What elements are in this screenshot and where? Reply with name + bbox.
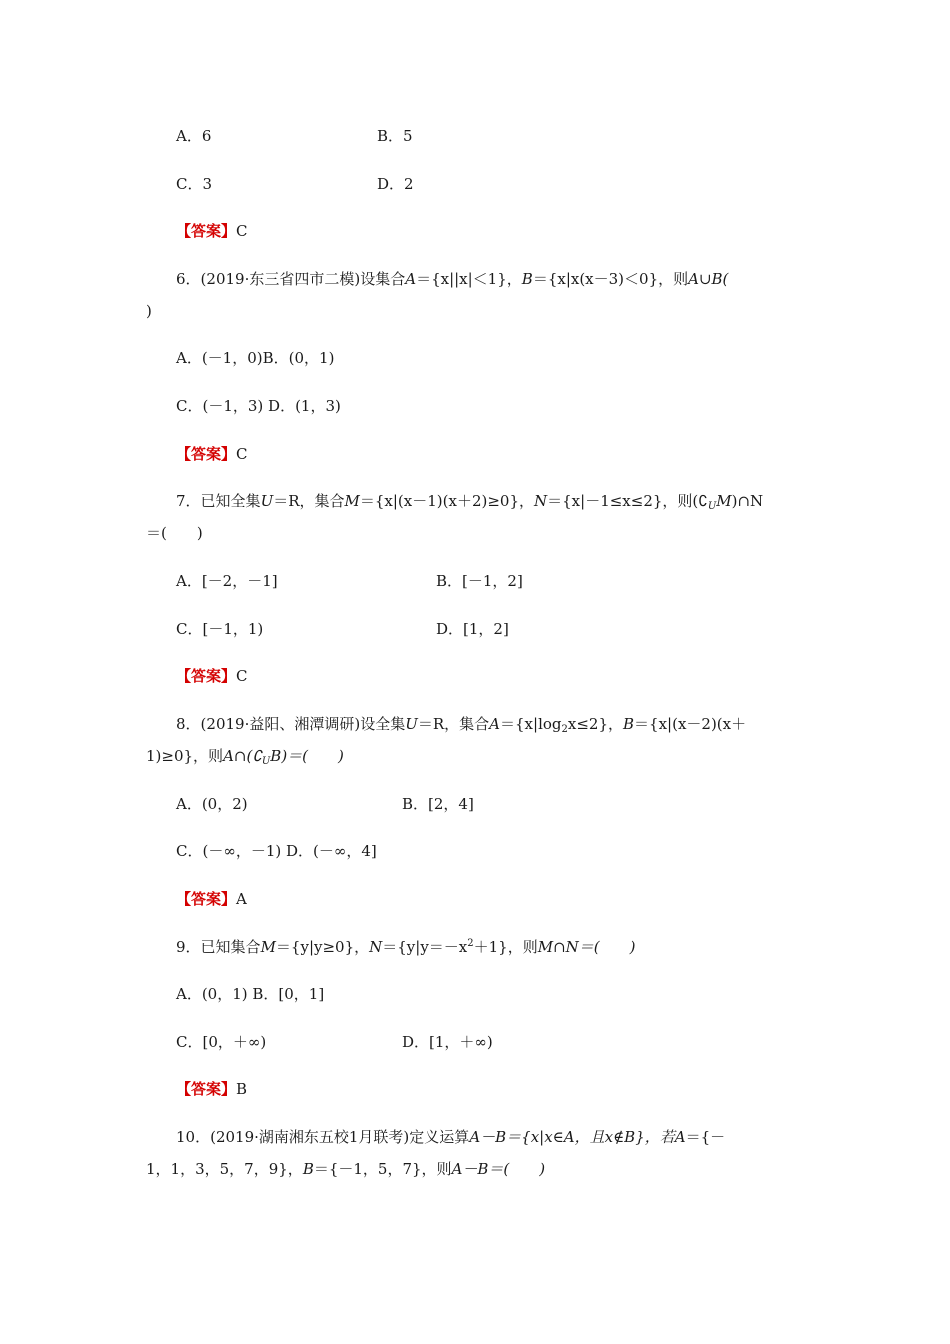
var-m-2: M [716, 492, 732, 510]
answer-value: C [236, 445, 248, 463]
q8-stem-line2 [146, 747, 344, 765]
stem-tail: M∩N＝( ) [537, 938, 636, 956]
set-b: ＝{x|x(x－3)＜0}，则 [532, 270, 689, 288]
var-b: B [302, 1160, 314, 1178]
q6-options-ab: A．(－1，0)B．(0，1) [176, 349, 335, 367]
var-n: N [534, 492, 548, 510]
q6-stem-line2: ) [146, 302, 152, 320]
question-number: 10． [176, 1128, 211, 1146]
question-number: 6． [176, 270, 201, 288]
answer-value: C [236, 667, 248, 685]
set-n: ＝{x|－1≤x≤2}，则(∁ [547, 492, 708, 510]
q8-answer [176, 890, 247, 908]
set-a-tail: x≤2}， [567, 715, 624, 733]
stem-text: 已知全集 [200, 492, 261, 510]
var-m: M [344, 492, 360, 510]
stem-text: 已知集合 [200, 938, 261, 956]
set-b: ＝{x|(x－2)(x＋ [634, 715, 747, 733]
stem-tail: )∩N [731, 492, 764, 510]
stem-text: 定义运算 [409, 1128, 470, 1146]
q8-options-cd: C．(－∞，－1) D．(－∞，4] [176, 842, 377, 860]
q7-answer [176, 667, 248, 685]
q5-option-c: C．3 [176, 175, 213, 193]
stem-text-2: ＝R，集合 [417, 715, 490, 733]
set-a: ＝{x||x|＜1}， [416, 270, 522, 288]
answer-tag: 【答案】 [176, 445, 237, 463]
q6-options-cd: C．(－1，3) D．(1，3) [176, 397, 341, 415]
stem-text-2: ＝R，集合 [273, 492, 345, 510]
set-n-tail: ＋1}，则 [473, 938, 538, 956]
q7-stem-line1 [176, 492, 763, 510]
question-number: 7． [176, 492, 201, 510]
stem-text: 设集合 [360, 270, 406, 288]
q9-options-ab: A．(0，1) B．[0，1] [176, 985, 325, 1003]
q8-option-a: A．(0，2) [176, 795, 248, 813]
q5-option-a: A．6 [176, 127, 212, 145]
q10-stem-line2 [146, 1160, 545, 1178]
q7-option-b: B．[－1，2] [436, 572, 523, 590]
log-base: 2 [561, 724, 568, 735]
q9-answer [176, 1080, 247, 1098]
answer-value: A [236, 890, 247, 908]
set-b-tail: 1)≥0}，则 [146, 747, 224, 765]
answer-tag: 【答案】 [176, 667, 237, 685]
var-b: B [623, 715, 635, 733]
var-m: M [260, 938, 276, 956]
definition: A－B＝{x|x∈A，且x∉B}，若 [469, 1128, 675, 1146]
q8-stem-line1 [176, 715, 746, 733]
answer-value: B [236, 1080, 248, 1098]
var-u: U [260, 492, 274, 510]
answer-tag: 【答案】 [176, 1080, 237, 1098]
set-a: ＝{x|log [500, 715, 562, 733]
stem-tail: B)＝( ) [270, 747, 344, 765]
var-a: A [674, 1128, 686, 1146]
q7-stem-line2: ＝( ) [146, 524, 203, 542]
question-source: (2019·湖南湘东五校1月联考) [210, 1128, 410, 1146]
var-b: B [521, 270, 533, 288]
answer-tag: 【答案】 [176, 890, 237, 908]
complement-subscript: U [707, 501, 717, 512]
stem-text: 设全集 [360, 715, 406, 733]
q9-option-d: D．[1，＋∞) [402, 1033, 493, 1051]
var-a: A [405, 270, 417, 288]
set-b: ＝{－1，5，7}，则 [313, 1160, 452, 1178]
complement-subscript: U [261, 756, 271, 767]
set-m: ＝{x|(x－1)(x＋2)≥0}， [359, 492, 535, 510]
q9-stem [176, 938, 636, 956]
set-m: ＝{y|y≥0}， [275, 938, 370, 956]
q7-option-d: D．[1，2] [436, 620, 509, 638]
q10-stem-line1 [176, 1128, 725, 1146]
var-n: N [369, 938, 383, 956]
q6-answer [176, 445, 248, 463]
set-a: ＝{－ [685, 1128, 726, 1146]
answer-value: C [236, 222, 248, 240]
var-a: A [489, 715, 501, 733]
question-number: 9． [176, 938, 201, 956]
set-a-tail: 1，1，3，5，7，9}， [146, 1160, 303, 1178]
q6-stem-line1 [176, 270, 728, 288]
answer-tag: 【答案】 [176, 222, 237, 240]
stem-tail: A－B＝( ) [451, 1160, 546, 1178]
question-number: 8． [176, 715, 201, 733]
intersection-expr: A∩(∁ [223, 747, 262, 765]
var-u: U [405, 715, 418, 733]
union-expr: A∪B( [688, 270, 729, 288]
q5-option-d: D．2 [377, 175, 414, 193]
q5-answer [176, 222, 248, 240]
question-source: (2019·益阳、湘潭调研) [200, 715, 361, 733]
q7-option-a: A．[－2，－1] [176, 572, 278, 590]
q9-option-c: C．[0，＋∞) [176, 1033, 267, 1051]
q8-option-b: B．[2，4] [402, 795, 474, 813]
q5-option-b: B．5 [377, 127, 413, 145]
set-n: ＝{y|y＝－x [382, 938, 468, 956]
exponent: 2 [467, 938, 474, 949]
question-source: (2019·东三省四市二模) [200, 270, 361, 288]
q7-option-c: C．[－1，1) [176, 620, 264, 638]
